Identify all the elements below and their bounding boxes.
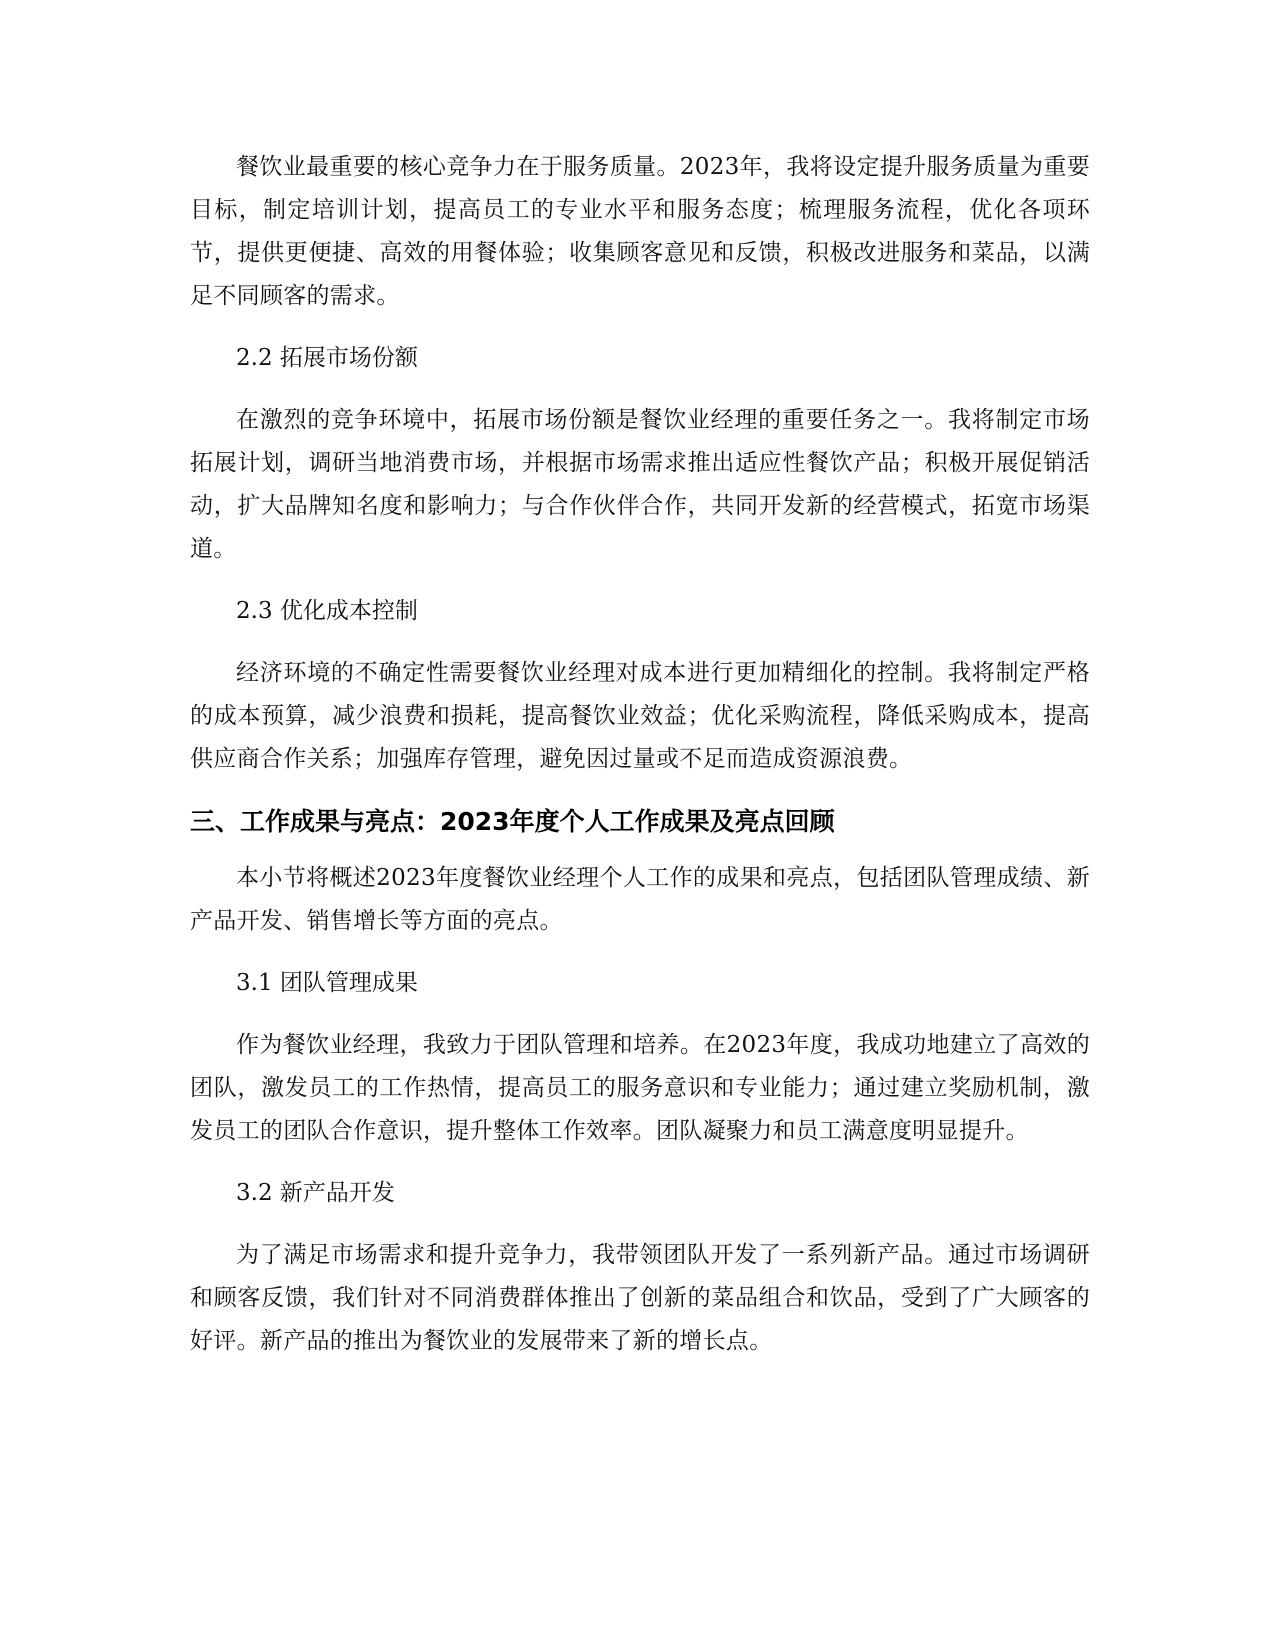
paragraph-team-management: 作为餐饮业经理，我致力于团队管理和培养。在2023年度，我成功地建立了高效的团队，激发员工的工作热情，提高员工的服务意识和专业能力；通过建立奖励机制，激发员工的团队合作意识，提升整体工作效率。团队凝聚力和员工满意度明显提升。 [190,1032,1090,1144]
paragraph-service-quality: 餐饮业最重要的核心竞争力在于服务质量。2023年，我将设定提升服务质量为重要目标，制定培训计划，提高员工的专业水平和服务态度；梳理服务流程，优化各项环节，提供更便捷、高效的用餐体验；收集顾客意见和反馈，积极改进服务和菜品，以满足不同顾客的需求。 [190,154,1090,309]
subheading-3-1: 3.1 团队管理成果 [236,970,418,996]
document-body [190,146,1090,1382]
subheading-2-2: 2.2 拓展市场份额 [236,345,418,371]
section-heading-3: 三、工作成果与亮点：2023年度个人工作成果及亮点回顾 [190,807,835,836]
paragraph-new-products: 为了满足市场需求和提升竞争力，我带领团队开发了一系列新产品。通过市场调研和顾客反馈，我们针对不同消费群体推出了创新的菜品组合和饮品，受到了广大顾客的好评。新产品的推出为餐饮业的发展带来了新的增长点。 [190,1242,1090,1354]
subheading-2-3: 2.3 优化成本控制 [236,598,418,624]
paragraph-section-intro: 本小节将概述2023年度餐饮业经理个人工作的成果和亮点，包括团队管理成绩、新产品开发、销售增长等方面的亮点。 [190,865,1090,934]
paragraph-market-share: 在激烈的竞争环境中，拓展市场份额是餐饮业经理的重要任务之一。我将制定市场拓展计划，调研当地消费市场，并根据市场需求推出适应性餐饮产品；积极开展促销活动，扩大品牌知名度和影响力；与合作伙伴合作，共同开发新的经营模式，拓宽市场渠道。 [190,407,1090,562]
subheading-3-2: 3.2 新产品开发 [236,1180,395,1206]
paragraph-cost-control: 经济环境的不确定性需要餐饮业经理对成本进行更加精细化的控制。我将制定严格的成本预算，减少浪费和损耗，提高餐饮业效益；优化采购流程，降低采购成本，提高供应商合作关系；加强库存管理，避免因过量或不足而造成资源浪费。 [190,660,1090,772]
